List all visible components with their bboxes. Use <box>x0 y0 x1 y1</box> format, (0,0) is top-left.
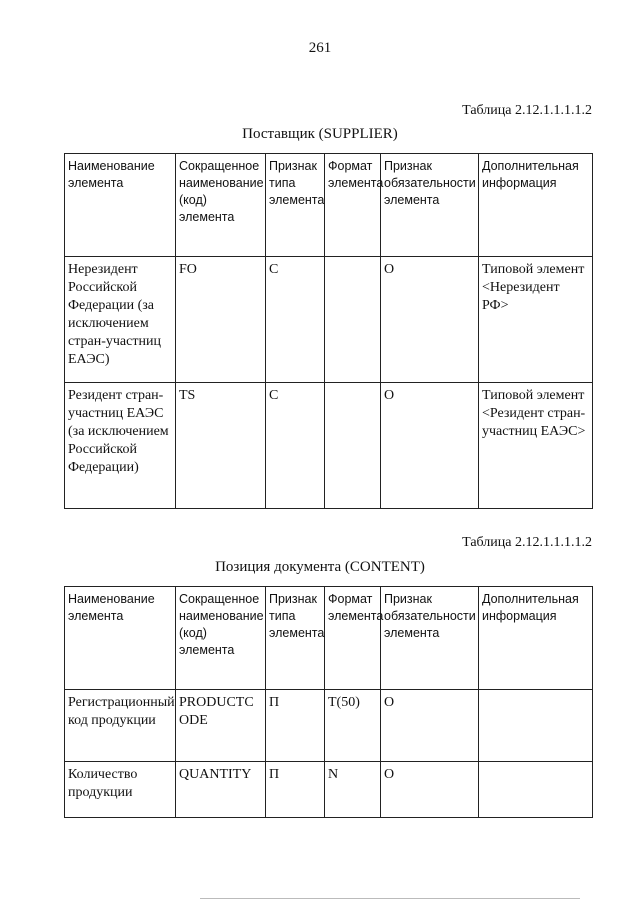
table-cell: TS <box>176 383 266 509</box>
table-cell: О <box>381 690 479 762</box>
table-cell <box>479 690 593 762</box>
header-cell: Наименование элемента <box>65 154 176 257</box>
header-cell: Признак обязательности элемента <box>381 154 479 257</box>
table-cell: О <box>381 257 479 383</box>
table-reference: Таблица 2.12.1.1.1.1.2 <box>462 103 592 118</box>
page-bottom-edge <box>200 898 580 899</box>
table-row <box>65 762 593 818</box>
header-cell: Формат элемента <box>325 154 381 257</box>
table-row <box>65 690 593 762</box>
supplier-table <box>64 153 593 509</box>
table-row <box>65 257 593 383</box>
table-cell: Регистрационный код продукции <box>65 690 176 762</box>
table-cell: Нерезидент Российской Федерации (за исключением стран-участниц ЕАЭС) <box>65 257 176 383</box>
table-row <box>65 383 593 509</box>
table-cell: FO <box>176 257 266 383</box>
table-cell <box>325 257 381 383</box>
table-cell: Типовой элемент <Резидент стран-участниц ЕАЭС> <box>479 383 593 509</box>
table-cell <box>479 762 593 818</box>
header-cell: Признак типа элемента <box>266 154 325 257</box>
header-cell: Формат элемента <box>325 587 381 690</box>
table-reference: Таблица 2.12.1.1.1.1.2 <box>462 535 592 550</box>
table-cell: T(50) <box>325 690 381 762</box>
table-cell <box>325 383 381 509</box>
table-title: Поставщик (SUPPLIER) <box>242 126 398 142</box>
table-cell: N <box>325 762 381 818</box>
header-cell: Наименование элемента <box>65 587 176 690</box>
header-cell: Признак обязательности элемента <box>381 587 479 690</box>
table-cell: QUANTITY <box>176 762 266 818</box>
table-cell: Количество продукции <box>65 762 176 818</box>
header-cell: Дополнительная информация <box>479 587 593 690</box>
table-cell: П <box>266 762 325 818</box>
table-header-row <box>65 587 593 690</box>
table-cell: О <box>381 383 479 509</box>
table-cell: О <box>381 762 479 818</box>
header-cell: Сокращенное наименование (код) элемента <box>176 154 266 257</box>
page-number: 261 <box>308 40 332 56</box>
table-header-row <box>65 154 593 257</box>
table-cell: С <box>266 257 325 383</box>
header-cell: Дополнительная информация <box>479 154 593 257</box>
table-cell: П <box>266 690 325 762</box>
table-cell: Резидент стран-участниц ЕАЭС (за исключением Российской Федерации) <box>65 383 176 509</box>
table-cell: С <box>266 383 325 509</box>
table-title: Позиция документа (CONTENT) <box>215 559 425 575</box>
header-cell: Признак типа элемента <box>266 587 325 690</box>
content-table <box>64 586 593 818</box>
header-cell: Сокращенное наименование (код) элемента <box>176 587 266 690</box>
table-cell: Типовой элемент <Нерезидент РФ> <box>479 257 593 383</box>
table-cell: PRODUCTCODE <box>176 690 266 762</box>
